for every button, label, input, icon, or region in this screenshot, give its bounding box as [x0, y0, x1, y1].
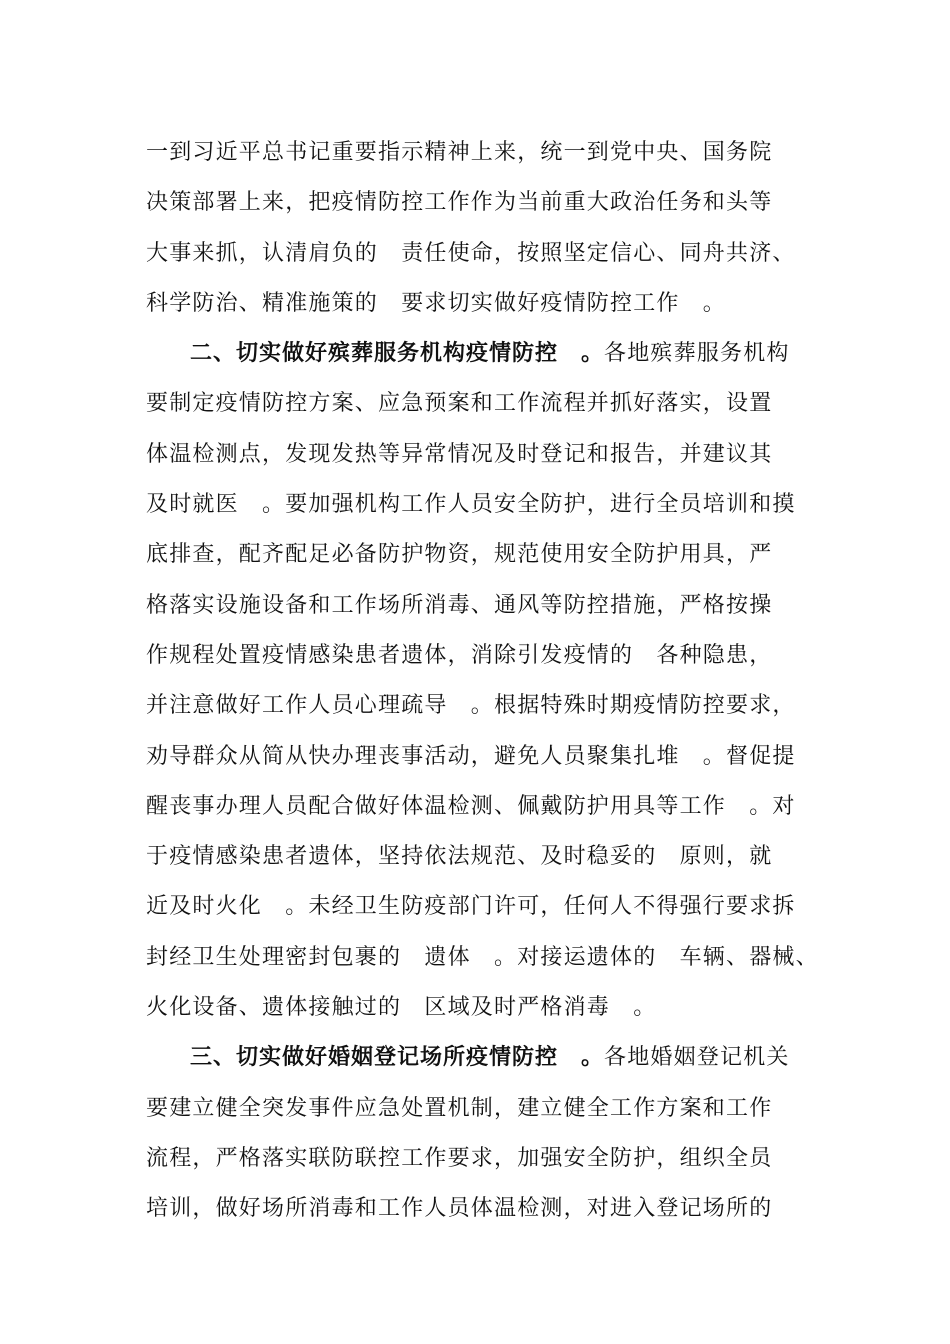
text-line: 各地殡葬服务机构: [604, 341, 790, 367]
text-line: 于疫情感染患者遗体，坚持依法规范、及时稳妥的 原则，就: [146, 844, 773, 870]
text-line: 火化设备、遗体接触过的 区域及时严格消毒 。: [146, 995, 657, 1021]
text-line: 并注意做好工作人员心理疏导 。根据特殊时期疫情防控要求，: [146, 693, 796, 719]
text-line: 作规程处置疫情感染患者遗体，消除引发疫情的 各种隐患，: [146, 642, 773, 668]
section-heading-line: [146, 1033, 836, 1083]
text-line: 封经卫生处理密封包裹的 遗体 。对接运遗体的 车辆、器械、: [146, 944, 819, 970]
text-line: 要制定疫情防控方案、应急预案和工作流程并抓好落实，设置: [146, 391, 773, 417]
text-line: 科学防治、精准施策的 要求切实做好疫情防控工作 。: [146, 290, 727, 316]
text-line: 要建立健全突发事件应急处置机制，建立健全工作方案和工作: [146, 1095, 773, 1121]
text-line: 流程，严格落实联防联控工作要求，加强安全防护，组织全员: [146, 1145, 773, 1171]
text-line: 近及时火化 。未经卫生防疫部门许可，任何人不得强行要求拆: [146, 894, 796, 920]
section-heading-line: [146, 329, 836, 379]
text-line: 底排查，配齐配足必备防护物资，规范使用安全防护用具，严: [146, 542, 773, 568]
text-line: 大事来抓，认清肩负的 责任使命，按照坚定信心、同舟共济、: [146, 240, 796, 266]
text-line: 醒丧事办理人员配合做好体温检测、佩戴防护用具等工作 。对: [146, 793, 796, 819]
section-heading-3: 三、切实做好婚姻登记场所疫情防控 。: [190, 1045, 605, 1071]
text-line: 体温检测点，发现发热等异常情况及时登记和报告，并建议其: [146, 441, 773, 467]
text-line: 各地婚姻登记机关: [604, 1045, 790, 1071]
section-heading-2: 二、切实做好殡葬服务机构疫情防控 。: [190, 341, 605, 367]
body-text: [146, 128, 836, 1235]
text-line: 及时就医 。要加强机构工作人员安全防护，进行全员培训和摸: [146, 492, 796, 518]
text-line: 一到习近平总书记重要指示精神上来，统一到党中央、国务院: [146, 140, 773, 165]
text-line: 决策部署上来，把疫情防控工作作为当前重大政治任务和头等: [146, 190, 773, 216]
text-line: 培训，做好场所消毒和工作人员体温检测，对进入登记场所的: [146, 1196, 773, 1222]
text-line: 格落实设施设备和工作场所消毒、通风等防控措施，严格按操: [146, 592, 773, 618]
text-line: 劝导群众从简从快办理丧事活动，避免人员聚集扎堆 。督促提: [146, 743, 796, 769]
